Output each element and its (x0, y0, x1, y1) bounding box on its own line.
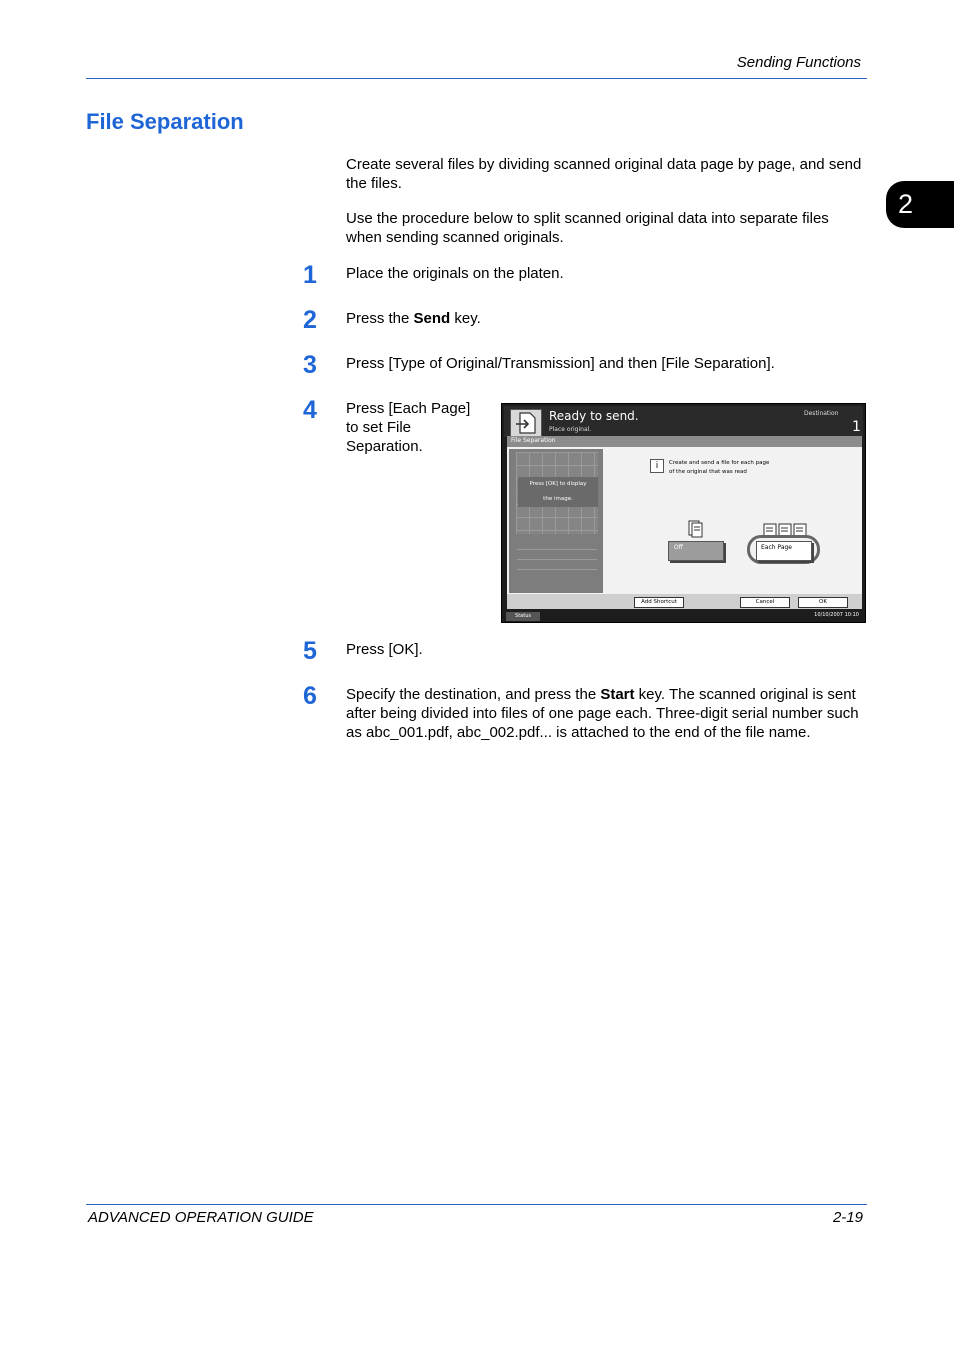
step-number: 1 (303, 261, 317, 289)
panel-date: 10/10/2007 10:10 (814, 612, 859, 618)
footer-guide-title: ADVANCED OPERATION GUIDE (88, 1209, 314, 1226)
panel-tab-bar (507, 436, 862, 447)
step-number: 2 (303, 306, 317, 334)
footer-rule (86, 1204, 867, 1205)
step-number: 6 (303, 682, 317, 710)
single-file-icon (687, 519, 705, 543)
info-icon: i (650, 459, 664, 473)
send-document-icon (510, 409, 542, 437)
step-text: Press [Each Page] to set File Separation. (346, 400, 471, 455)
panel-status-title: Ready to send. (549, 409, 639, 423)
step-number: 5 (303, 637, 317, 665)
step-text: Press the Send key. (346, 310, 481, 327)
step-text: Place the originals on the platen. (346, 265, 564, 282)
panel-status-bar (502, 609, 865, 622)
add-shortcut-button[interactable]: Add Shortcut (634, 597, 684, 608)
page-number: 2-19 (832, 1209, 863, 1226)
intro-paragraph: Create several files by dividing scanned original data page by page, and send the files. (346, 156, 862, 192)
step-text: Specify the destination, and press the Start key. The scanned original is sent after being divided into files of one page each. Three-digit serial number such as abc_001.pdf, abc_002.pdf... is attached to the end of the file name. (346, 686, 859, 741)
page-title: File Separation (86, 109, 244, 134)
preview-message: Press [OK] to display the image. (518, 477, 598, 507)
header-rule (86, 78, 867, 79)
running-header: Sending Functions (736, 54, 861, 71)
info-text: Create and send a file for each page of the original that was read (669, 460, 770, 475)
panel-button-bar (507, 594, 862, 609)
divider (517, 559, 597, 560)
step-number: 3 (303, 351, 317, 379)
cancel-button[interactable]: Cancel (740, 597, 790, 608)
each-page-button[interactable]: Each Page (756, 541, 812, 561)
divider (517, 569, 597, 570)
destination-label: Destination (804, 410, 839, 417)
destination-count: 1 (852, 419, 861, 435)
touch-panel-screenshot (501, 403, 866, 623)
step-number: 4 (303, 396, 317, 424)
off-button[interactable]: Off (668, 541, 724, 561)
intro-paragraph: Use the procedure below to split scanned original data into separate files when sending scanned originals. (346, 210, 829, 246)
panel-status-sub: Place original. (549, 426, 592, 433)
panel-body (507, 447, 862, 594)
panel-top-bar (504, 406, 863, 437)
chapter-tab: 2 (886, 181, 954, 228)
ok-button[interactable]: OK (798, 597, 848, 608)
step-text: Press [OK]. (346, 641, 423, 658)
panel-tab-label: File Separation (511, 437, 556, 444)
divider (517, 549, 597, 550)
step-text: Press [Type of Original/Transmission] and then [File Separation]. (346, 355, 775, 372)
status-button[interactable]: Status (506, 612, 540, 621)
preview-pane (509, 449, 603, 593)
